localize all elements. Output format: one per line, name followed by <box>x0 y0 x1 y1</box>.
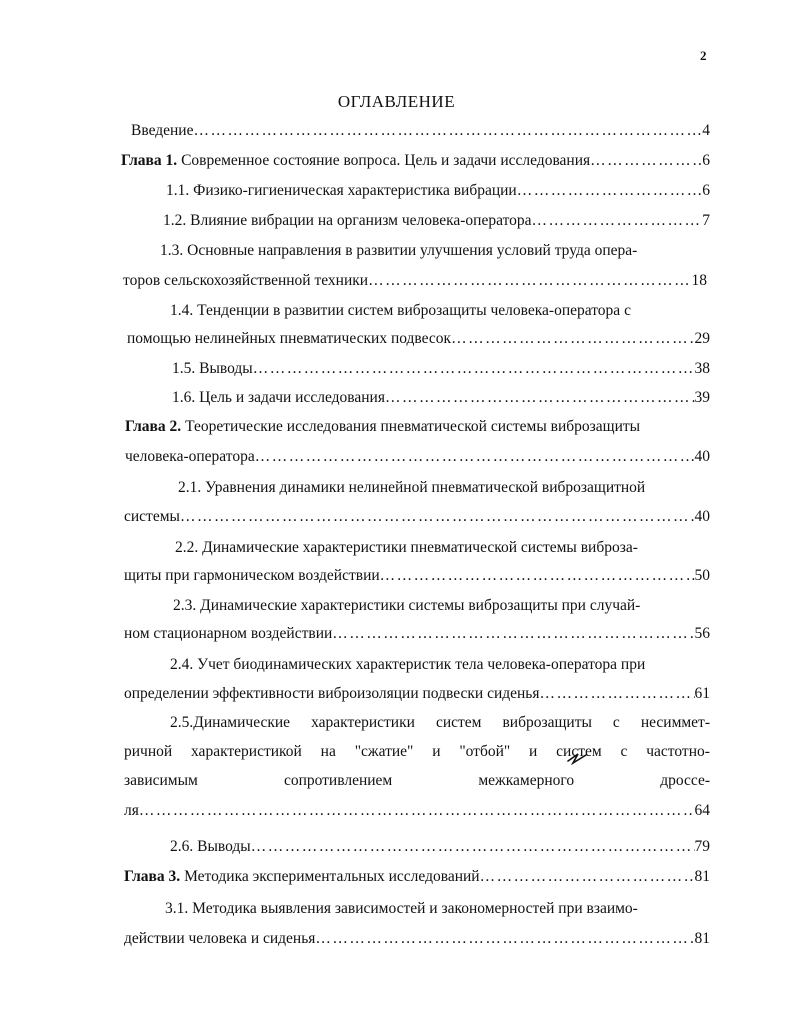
toc-label: 1.2. Влияние вибрации на организм человека-оператора <box>163 212 532 229</box>
toc-entry-2-4-line2 <box>124 683 710 705</box>
toc-page: 4 <box>702 122 710 139</box>
toc-page: 39 <box>694 389 710 406</box>
toc-entry-2-5-line2: ричной характеристикой на "сжатие" и "отбой" и систем с частотно- <box>124 743 710 760</box>
toc-label: Теоретические исследования пневматической системы виброзащиты <box>181 418 641 435</box>
toc-page: 7 <box>702 212 710 229</box>
toc-entry-2-3-line2 <box>124 623 710 645</box>
pen-mark <box>567 751 587 765</box>
toc-page: 81 <box>694 930 710 947</box>
toc-page: 6 <box>702 182 710 199</box>
toc-label: щиты при гармоническом воздействии <box>124 567 380 584</box>
chapter-prefix: Глава 1. <box>121 152 178 169</box>
page-number: 2 <box>700 48 707 63</box>
toc-entry-1-2 <box>163 210 710 232</box>
toc-label: Современное состояние вопроса. Цель и задачи исследования <box>177 152 591 169</box>
toc-label: торов сельскохозяйственной техники <box>123 272 369 289</box>
toc-entry-3-1-line1: 3.1. Методика выявления зависимостей и закономерностей при взаимо- <box>165 900 638 917</box>
toc-page: 38 <box>694 360 710 377</box>
toc-entry-2-2-line2 <box>124 565 710 587</box>
toc-label: человека-оператора <box>125 448 255 465</box>
toc-entry-chapter-1 <box>121 150 710 172</box>
toc-label: действии человека и сиденья <box>124 930 316 947</box>
toc-entry-2-4-line1: 2.4. Учет биодинамических характеристик тела человека-оператора при <box>170 656 646 673</box>
toc-page: 50 <box>694 567 710 584</box>
page-title: ОГЛАВЛЕНИЕ <box>337 92 456 111</box>
toc-page: 64 <box>694 802 710 819</box>
toc-label: 1.6. Цель и задачи исследования <box>172 389 385 406</box>
toc-entry-1-4-line2 <box>127 328 710 350</box>
toc-entry-2-1-line1: 2.1. Уравнения динамики нелинейной пневматической виброзащитной <box>178 479 646 496</box>
toc-entry-chapter-3 <box>124 866 710 888</box>
toc-entry-chapter-2-line1 <box>125 416 640 438</box>
toc-entry-2-1-line2 <box>124 506 710 528</box>
toc-page: 56 <box>694 625 710 642</box>
toc-entry-1-3-line1: 1.3. Основные направления в развитии улучшения условий труда опера- <box>160 242 638 259</box>
toc-label: Введение <box>131 122 194 139</box>
toc-label: 1.5. Выводы <box>172 360 253 377</box>
toc-label: Методика экспериментальных исследований <box>180 868 480 885</box>
toc-label: помощью нелинейных пневматических подвесок <box>127 330 452 347</box>
chapter-prefix: Глава 2. <box>125 418 182 435</box>
chapter-prefix: Глава 3. <box>124 868 181 885</box>
toc-page: 29 <box>694 330 710 347</box>
toc-page: 61 <box>694 685 710 702</box>
toc-entry-3-1-line2 <box>124 928 710 950</box>
toc-label: ном стационарном воздействии <box>124 625 333 642</box>
toc-label: 1.1. Физико-гигиеническая характеристика вибрации <box>166 182 517 199</box>
toc-page: 40 <box>694 508 710 525</box>
toc-entry-2-5-line3: зависимым сопротивлением межкамерного дроссе- <box>124 772 710 789</box>
toc-entry-2-5-line1: 2.5.Динамические характеристики систем виброзащиты с несиммет- <box>170 714 710 731</box>
toc-page: 40 <box>694 448 710 465</box>
toc-entry-2-6 <box>170 836 710 858</box>
toc-entry-1-3-line2 <box>123 270 707 292</box>
toc-page: 81 <box>694 868 710 885</box>
toc-label: 2.6. Выводы <box>170 838 251 855</box>
toc-label: ля <box>124 802 139 819</box>
toc-entry-1-4-line1: 1.4. Тенденции в развитии систем виброзащиты человека-оператора с <box>170 302 631 319</box>
toc-entry-1-1 <box>166 180 710 202</box>
toc-entry-1-5 <box>172 358 710 380</box>
toc-label: системы <box>124 508 180 525</box>
toc-entry-1-6 <box>172 387 710 409</box>
toc-page: 79 <box>694 838 710 855</box>
toc-entry-2-5-line4 <box>124 800 710 822</box>
toc-entry-2-2-line1: 2.2. Динамические характеристики пневматической системы виброза- <box>175 539 638 556</box>
toc-label: определении эффективности виброизоляции подвески сиденья <box>124 685 540 702</box>
toc-entry-2-3-line1: 2.3. Динамические характеристики системы виброзащиты при случай- <box>173 597 641 614</box>
toc-page: 6 <box>702 152 710 169</box>
toc-entry-chapter-2-line2 <box>125 446 710 468</box>
toc-page: 18 <box>691 272 707 289</box>
toc-entry-intro <box>131 120 710 142</box>
